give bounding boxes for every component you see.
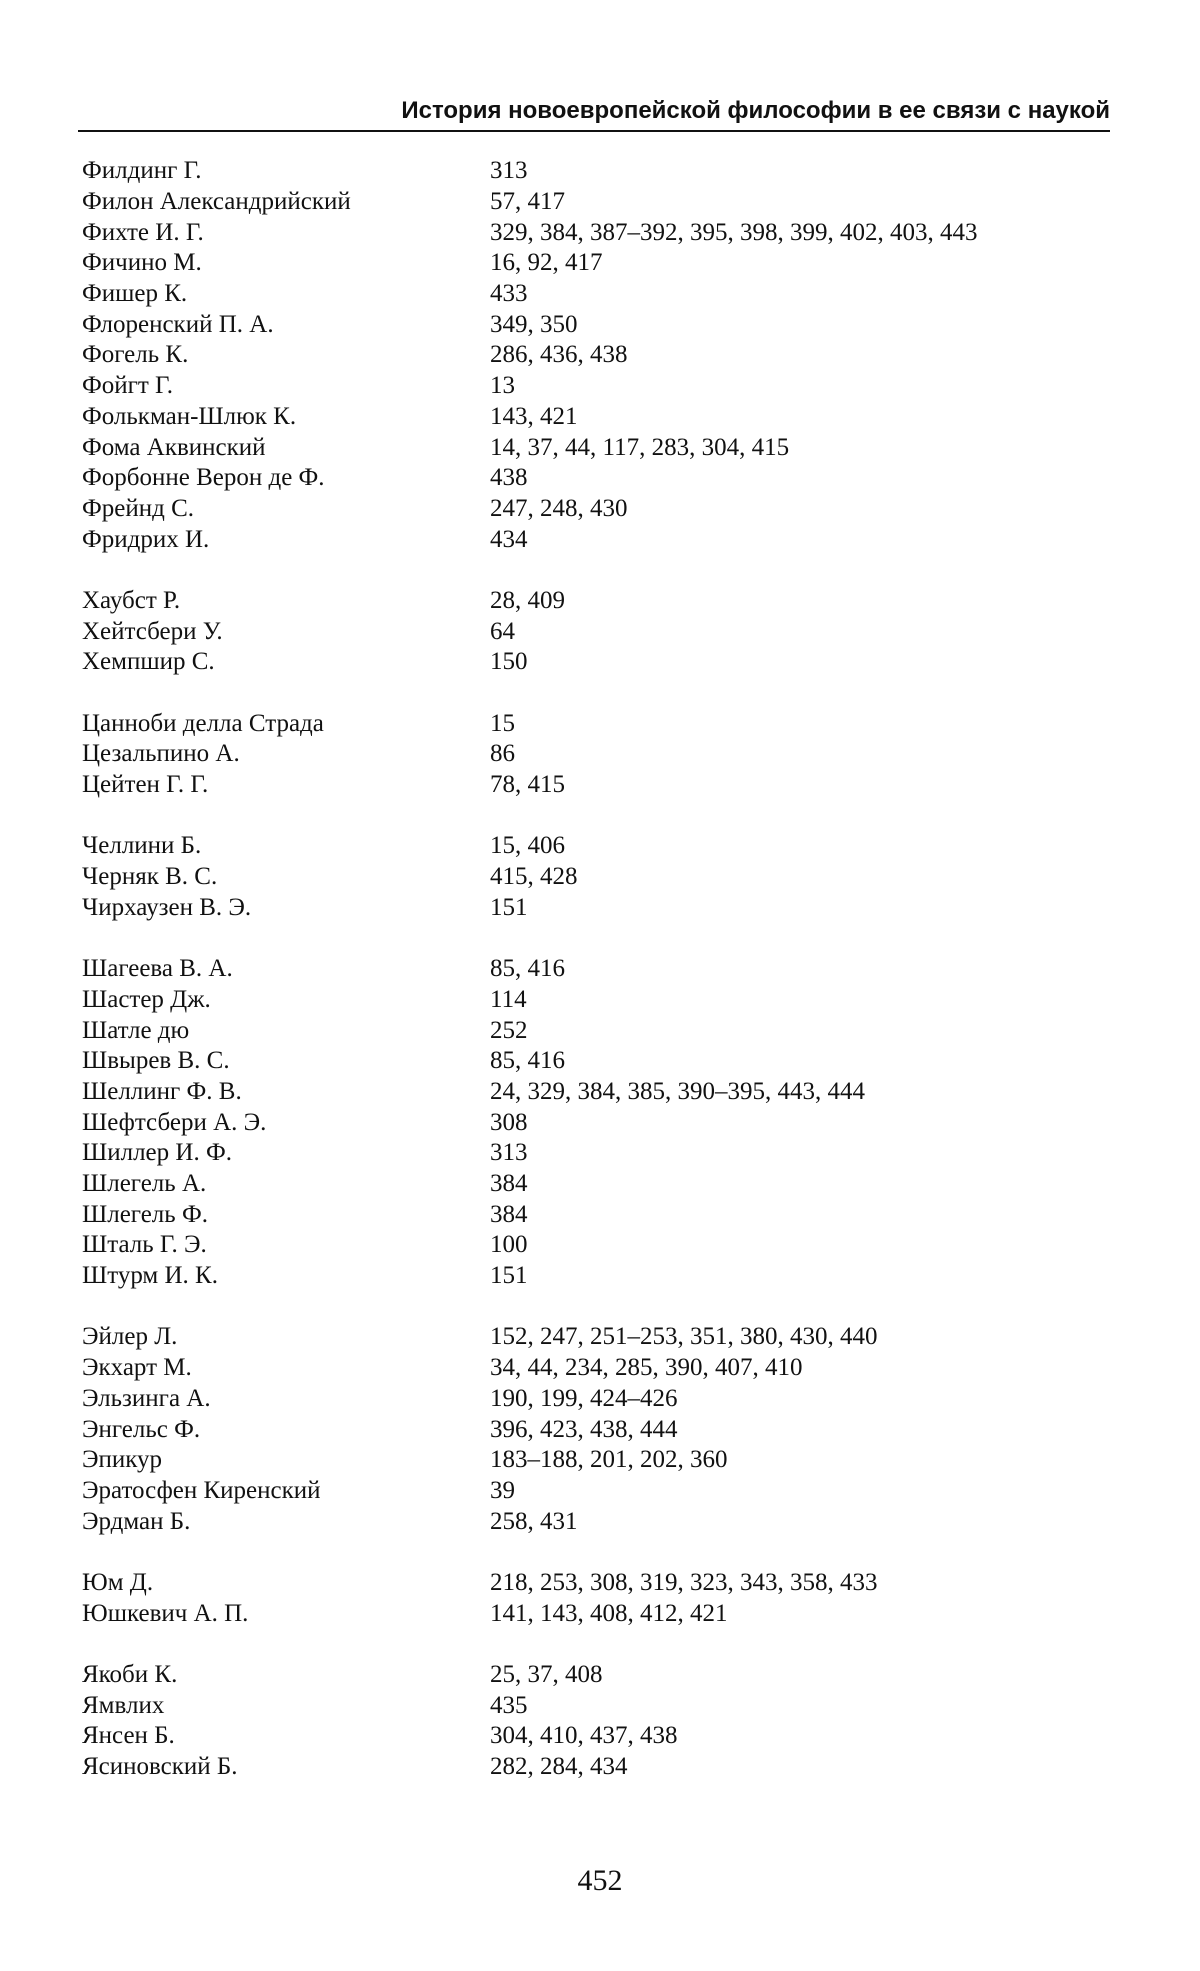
- index-entry: [82, 524, 1122, 555]
- index-entry: [82, 1568, 1122, 1599]
- index-entry-name: Чирхаузен В. Э.: [82, 893, 252, 921]
- index-entry: [82, 1199, 1122, 1230]
- index-entry-pages: 329, 384, 387–392, 395, 398, 399, 402, 403, 443: [490, 218, 978, 246]
- index-entry-name: Цезальпино А.: [82, 740, 240, 768]
- index-entry-pages: 13: [490, 372, 515, 400]
- index-entry-pages: 190, 199, 424–426: [490, 1384, 678, 1412]
- index-entry-pages: 86: [490, 740, 515, 768]
- index-entry-pages: 100: [490, 1231, 528, 1259]
- index-entry-name: Штурм И. К.: [82, 1262, 218, 1290]
- index-entry: [82, 770, 1122, 801]
- index-entry: [82, 1506, 1122, 1537]
- name-index: [82, 156, 1122, 1782]
- index-entry-pages: 415, 428: [490, 863, 578, 891]
- index-entry-name: Цейтен Г. Г.: [82, 771, 209, 799]
- index-entry-name: Якоби К.: [82, 1661, 178, 1689]
- index-entry-name: Филон Александрийский: [82, 188, 351, 216]
- index-entry-name: Фридрих И.: [82, 525, 210, 553]
- index-entry-name: Экхарт М.: [82, 1354, 192, 1382]
- index-entry-pages: 282, 284, 434: [490, 1753, 628, 1781]
- index-entry-name: Хемпшир С.: [82, 648, 215, 676]
- index-entry-pages: 78, 415: [490, 771, 565, 799]
- index-entry: [82, 432, 1122, 463]
- index-entry-name: Эйлер Л.: [82, 1323, 178, 1351]
- index-entry-pages: 308: [490, 1108, 528, 1136]
- index-entry-pages: 151: [490, 893, 528, 921]
- index-entry: [82, 340, 1122, 371]
- index-entry: [82, 1721, 1122, 1752]
- index-entry: [82, 647, 1122, 678]
- index-entry: [82, 1384, 1122, 1415]
- index-entry-pages: 152, 247, 251–253, 351, 380, 430, 440: [490, 1323, 878, 1351]
- index-entry: [82, 862, 1122, 893]
- index-entry-name: Юшкевич А. П.: [82, 1599, 249, 1627]
- index-entry: [82, 1015, 1122, 1046]
- index-entry-name: Фома Аквинский: [82, 433, 266, 461]
- index-entry: [82, 1077, 1122, 1108]
- index-entry-name: Эратосфен Киренский: [82, 1476, 321, 1504]
- index-entry-name: Шиллер И. Ф.: [82, 1139, 232, 1167]
- index-entry: [82, 1169, 1122, 1200]
- index-entry-name: Фихте И. Г.: [82, 218, 204, 246]
- index-entry-pages: 28, 409: [490, 586, 565, 614]
- index-entry-name: Эльзинга А.: [82, 1384, 211, 1412]
- index-entry-pages: 286, 436, 438: [490, 341, 628, 369]
- index-entry-name: Шлегель А.: [82, 1170, 207, 1198]
- index-entry: [82, 1230, 1122, 1261]
- running-header-title: История новоевропейской философии в ее связи с наукой: [401, 97, 1110, 124]
- index-entry-name: Ямвлих: [82, 1691, 165, 1719]
- index-entry-pages: 384: [490, 1170, 528, 1198]
- index-entry-pages: 438: [490, 464, 528, 492]
- index-entry-pages: 435: [490, 1691, 528, 1719]
- index-entry: [82, 586, 1122, 617]
- index-entry-name: Шлегель Ф.: [82, 1200, 208, 1228]
- index-entry-name: Цанноби делла Страда: [82, 709, 324, 737]
- index-entry: [82, 1598, 1122, 1629]
- index-entry: [82, 1414, 1122, 1445]
- index-entry-name: Шагеева В. А.: [82, 955, 233, 983]
- index-entry-name: Шефтсбери А. Э.: [82, 1108, 267, 1136]
- index-entry-pages: 433: [490, 280, 528, 308]
- page-number: 452: [577, 1864, 623, 1897]
- index-entry-pages: 396, 423, 438, 444: [490, 1415, 678, 1443]
- index-entry-name: Эрдман Б.: [82, 1507, 191, 1535]
- index-entry: [82, 1476, 1122, 1507]
- index-entry-pages: 313: [490, 157, 528, 185]
- index-entry-pages: 247, 248, 430: [490, 494, 628, 522]
- index-entry-pages: 34, 44, 234, 285, 390, 407, 410: [490, 1354, 803, 1382]
- index-entry: [82, 1690, 1122, 1721]
- index-entry-name: Шеллинг Ф. В.: [82, 1077, 242, 1105]
- index-entry: [82, 463, 1122, 494]
- index-entry: [82, 248, 1122, 279]
- index-entry-name: Челлини Б.: [82, 832, 202, 860]
- index-entry-name: Флоренский П. А.: [82, 310, 274, 338]
- index-entry-pages: 252: [490, 1016, 528, 1044]
- index-entry-pages: 141, 143, 408, 412, 421: [490, 1599, 728, 1627]
- index-entry-pages: 24, 329, 384, 385, 390–395, 443, 444: [490, 1077, 865, 1105]
- index-entry: [82, 371, 1122, 402]
- index-entry: [82, 985, 1122, 1016]
- index-entry: [82, 1107, 1122, 1138]
- index-entry-name: Янсен Б.: [82, 1722, 175, 1750]
- running-header: [78, 96, 1110, 132]
- index-entry-name: Ясиновский Б.: [82, 1753, 238, 1781]
- index-entry: [82, 1445, 1122, 1476]
- index-entry-name: Хейтсбери У.: [82, 617, 223, 645]
- index-entry-name: Шатле дю: [82, 1016, 190, 1044]
- index-entry: [82, 187, 1122, 218]
- index-entry-name: Шталь Г. Э.: [82, 1231, 207, 1259]
- index-entry: [82, 1046, 1122, 1077]
- index-entry-pages: 114: [490, 985, 527, 1013]
- index-entry-pages: 258, 431: [490, 1507, 578, 1535]
- index-entry: [82, 402, 1122, 433]
- index-entry: [82, 309, 1122, 340]
- index-entry: [82, 831, 1122, 862]
- index-entry: [82, 1752, 1122, 1783]
- index-entry: [82, 1322, 1122, 1353]
- index-entry: [82, 1660, 1122, 1691]
- index-entry: [82, 893, 1122, 924]
- index-entry-name: Энгельс Ф.: [82, 1415, 201, 1443]
- index-entry-pages: 57, 417: [490, 188, 565, 216]
- index-entry: [82, 494, 1122, 525]
- index-entry-name: Филдинг Г.: [82, 157, 202, 185]
- index-entry-pages: 16, 92, 417: [490, 249, 603, 277]
- index-entry-pages: 304, 410, 437, 438: [490, 1722, 678, 1750]
- index-entry-pages: 15: [490, 709, 515, 737]
- index-entry-pages: 151: [490, 1262, 528, 1290]
- index-entry: [82, 708, 1122, 739]
- index-entry-pages: 85, 416: [490, 955, 565, 983]
- index-entry-pages: 64: [490, 617, 515, 645]
- index-entry: [82, 739, 1122, 770]
- index-entry-pages: 143, 421: [490, 402, 578, 430]
- index-entry: [82, 156, 1122, 187]
- index-entry: [82, 217, 1122, 248]
- index-entry-name: Фойгт Г.: [82, 372, 173, 400]
- index-entry: [82, 616, 1122, 647]
- index-entry-pages: 25, 37, 408: [490, 1661, 603, 1689]
- index-entry-name: Фичино М.: [82, 249, 202, 277]
- index-entry-name: Шастер Дж.: [82, 985, 211, 1013]
- index-entry-name: Фогель К.: [82, 341, 189, 369]
- index-entry-pages: 313: [490, 1139, 528, 1167]
- index-entry-pages: 218, 253, 308, 319, 323, 343, 358, 433: [490, 1568, 878, 1596]
- index-entry-pages: 14, 37, 44, 117, 283, 304, 415: [490, 433, 790, 461]
- index-entry-name: Фолькман-Шлюк К.: [82, 402, 297, 430]
- index-entry-pages: 39: [490, 1476, 515, 1504]
- index-entry: [82, 1138, 1122, 1169]
- index-entry-pages: 150: [490, 648, 528, 676]
- index-entry: [82, 1261, 1122, 1292]
- index-entry-pages: 384: [490, 1200, 528, 1228]
- index-entry-name: Хаубст Р.: [82, 586, 181, 614]
- index-entry-pages: 349, 350: [490, 310, 578, 338]
- index-entry-pages: 183–188, 201, 202, 360: [490, 1446, 728, 1474]
- index-entry: [82, 1353, 1122, 1384]
- index-entry-name: Фрейнд С.: [82, 494, 194, 522]
- index-entry: [82, 954, 1122, 985]
- index-entry: [82, 279, 1122, 310]
- index-entry-pages: 85, 416: [490, 1047, 565, 1075]
- index-entry-name: Фишер К.: [82, 280, 188, 308]
- index-entry-name: Черняк В. С.: [82, 863, 218, 891]
- index-entry-name: Эпикур: [82, 1446, 163, 1474]
- index-entry-name: Юм Д.: [82, 1568, 154, 1596]
- index-entry-pages: 434: [490, 525, 528, 553]
- index-entry-pages: 15, 406: [490, 832, 565, 860]
- index-entry-name: Форбонне Верон де Ф.: [82, 464, 325, 492]
- index-entry-name: Швырев В. С.: [82, 1047, 230, 1075]
